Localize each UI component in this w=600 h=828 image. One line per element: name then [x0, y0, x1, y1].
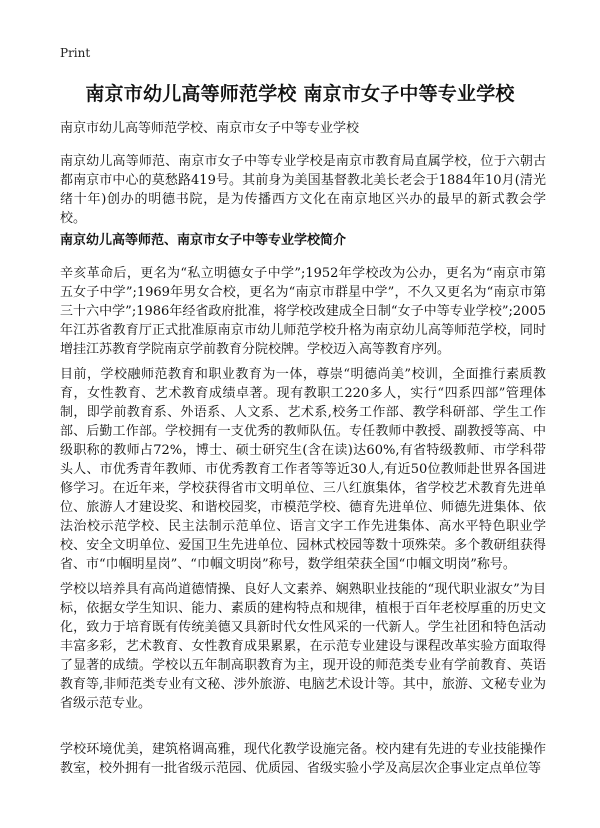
print-link[interactable]: Print — [60, 46, 91, 60]
paragraph-intro: 南京幼儿高等师范、南京市女子中等专业学校是南京市教育局直属学校，位于六朝古都南京市中心的莫愁路419号。其前身为美国基督教北美长老会于1884年10月(清光绪十年)创办的明德书院，是为传播西方文化在南京地区兴办的最早的新式教会学校。 — [60, 154, 546, 226]
section-heading: 南京幼儿高等师范、南京市女子中等专业学校简介 — [60, 233, 347, 248]
paragraph-environment: 学校环境优美，建筑格调高雅，现代化教学设施完备。校内建有先进的专业技能操作教室，校外拥有一批省级示范园、优质园、省级实验小学及高层次企事业定点单位等 — [60, 742, 546, 776]
paragraph-current: 目前，学校融师范教育和职业教育为一体，尊崇“明德尚美”校训，全面推行素质教育，女性教育、艺术教育成绩卓著。现有教职工220多人，实行“四系四部”管理体制，即学前教育系、外语系、人文系、艺术系,校务工作部、教学科研部、学生工作部、后勤工作部。学校拥有一支优秀的教师队伍。专任教师中教授、副教授等高、中级职称的教师占72%，博士、硕士研究生(含在读)达60%,有省特级教师、市学科带头人、市优秀青年教师、市优秀教育工作者等等近30人,有近50位教师赴世界各国进修学习。在近年来，学校获得省市文明单位、三八红旗集体，省学校艺术教育先进单位、旅游人才建设奖、和谐校园奖，市模范学校、德育先进单位、师德先进集体、依法治校示范学校、民主法制示范单位、语言文字工作先进集体、高水平特色职业学校、安全文明单位、爱国卫生先进单位、园林式校园等数十项殊荣。多个教研组获得省、市“巾帼明星岗”、“巾帼文明岗”称号，数学组荣获全国“巾帼文明岗”称号。 — [60, 367, 546, 572]
paragraph-history: 辛亥革命后，更名为“私立明德女子中学”;1952年学校改为公办，更名为“南京市第五女子中学”;1969年男女合校，更名为“南京市群星中学”，不久又更名为“南京市第三十六中学”;1986年经省政府批准，将学校改建成全日制“女子中等专业学校”;2005年江苏省教育厅正式批准原南京市幼儿师范学校升格为南京幼儿高等师范学校，同时增挂江苏教育学院南京学前教育分院校牌。学校迈入高等教育序列。 — [60, 266, 546, 357]
page-title: 南京市幼儿高等师范学校 南京市女子中等专业学校 — [85, 83, 515, 105]
paragraph-goals: 学校以培养具有高尚道德情操、良好人文素养、娴熟职业技能的“现代职业淑女”为目标，依据女学生知识、能力、素质的建构特点和规律，植根于百年老校厚重的历史文化，致力于培育既有传统美德又具新时代女性风采的一代新人。学生社团和特色活动丰富多彩，艺术教育、女性教育成果累累，在示范专业建设与课程改革实验方面取得了显著的成绩。学校以五年制高职教育为主，现开设的师范类专业有学前教育、英语教育等,非师范类专业有文秘、涉外旅游、电脑艺术设计等。其中，旅游、文秘专业为省级示范专业。 — [60, 582, 546, 711]
page-subtitle: 南京市幼儿高等师范学校、南京市女子中等专业学校 — [60, 121, 360, 136]
